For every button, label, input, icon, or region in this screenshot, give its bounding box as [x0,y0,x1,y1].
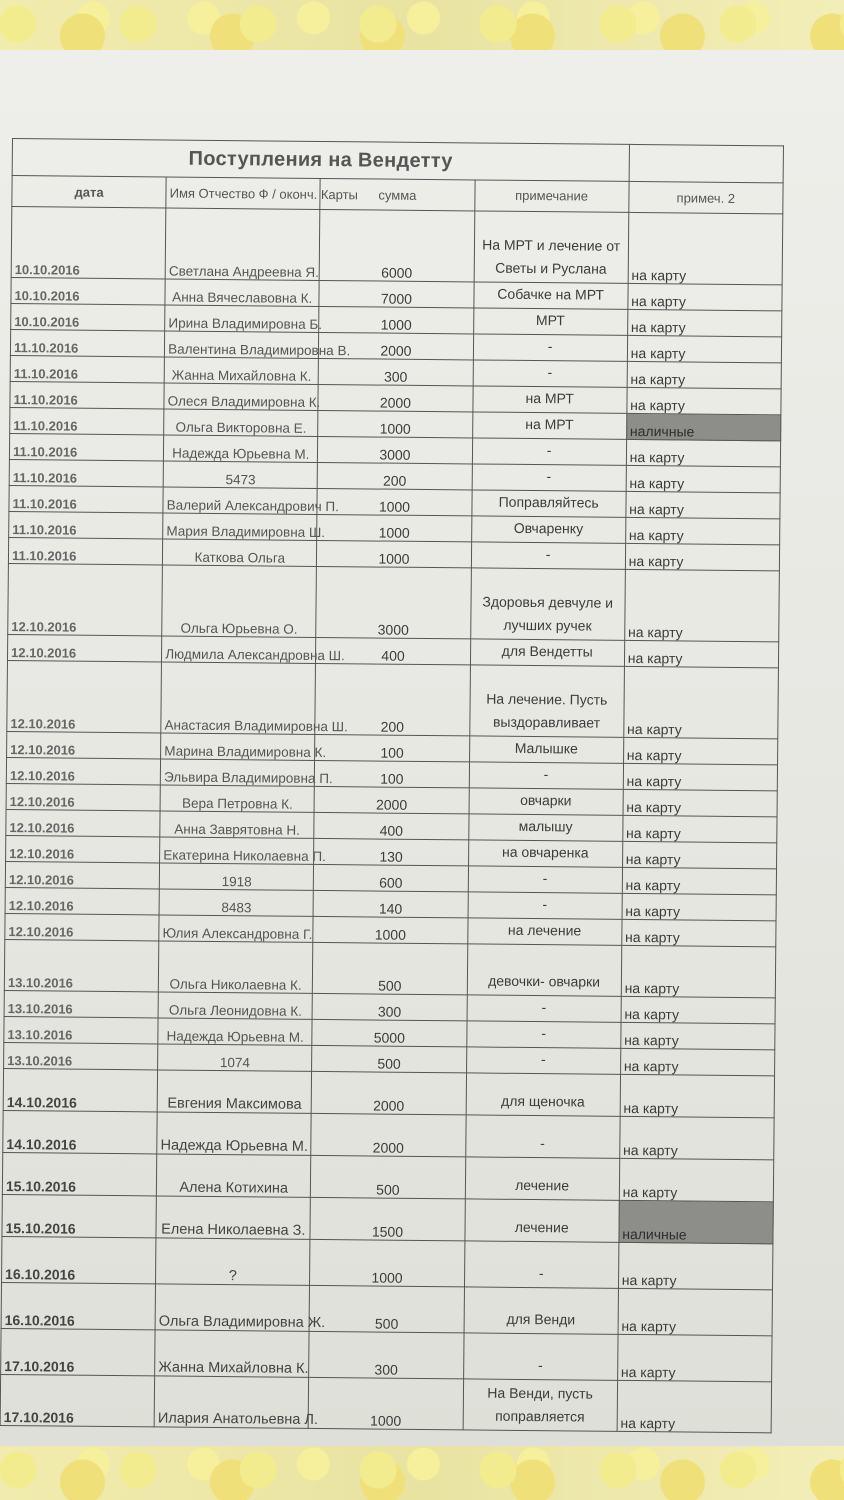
row-note: лечение [465,1157,620,1200]
row-note2: на карту [620,1048,774,1075]
row-note2: на карту [628,283,782,310]
header-name: Имя Отчество Ф / оконч. Карты [166,177,320,209]
row-sum: 1500 [310,1197,465,1240]
row-name: Ирина Владимировна Б. [165,305,319,332]
row-date: 12.10.2016 [6,757,160,784]
row-name: Ольга Викторовна Е. [164,409,318,436]
row-note2: на карту [621,996,775,1023]
row-sum: 130 [314,838,468,865]
row-note: На лечение. Пусть выздоравливает [469,665,624,737]
row-date: 17.10.2016 [1,1328,156,1375]
table-title: Поступления на Вендетту [12,139,629,182]
row-note2: на карту [624,569,779,641]
donations-table [0,138,784,1433]
row-date: 12.10.2016 [6,835,160,862]
row-date: 10.10.2016 [11,207,166,279]
row-date: 11.10.2016 [9,433,163,460]
row-sum: 3000 [316,566,471,638]
row-sum: 2000 [318,384,472,411]
row-sum: 2000 [314,786,468,813]
row-note: девочки- овчарки [467,944,622,996]
row-note2: на карту [617,1334,772,1381]
row-sum: 2000 [311,1113,466,1156]
row-name: ? [156,1238,311,1285]
row-name: 5473 [163,461,317,488]
row-sum: 5000 [312,1019,466,1046]
row-note: На Венди, пусть поправляется [463,1379,618,1431]
donations-sheet [1,138,784,1432]
row-name: Евгения Максимова [157,1070,312,1113]
row-name: Ольга Владимировна Ж. [155,1284,310,1331]
row-sum: 600 [314,864,468,891]
row-note2: на карту [625,517,779,544]
row-name: Олеся Владимировна К. [164,383,318,410]
table-row [8,563,780,641]
row-note: - [472,438,626,465]
row-note: - [467,995,621,1022]
row-name: Надежда Юрьевна М. [164,435,318,462]
row-date: 11.10.2016 [10,329,164,356]
table-row [11,207,783,285]
row-note2: на карту [626,439,780,466]
row-note: на МРТ [472,386,626,413]
table-row [4,939,775,997]
row-name: Ольга Николаевна К. [158,941,313,993]
row-note: для щеночка [466,1073,621,1116]
row-note: - [466,1021,620,1048]
row-name: Жанна Михайловна К. [155,1330,310,1377]
row-note2: на карту [624,666,779,738]
row-sum: 500 [313,942,468,994]
row-name: Мария Владимировна Ш. [163,513,317,540]
row-sum: 1000 [313,916,467,943]
row-sum: 1000 [317,488,471,515]
header-note2: примеч. 2 [629,181,784,213]
row-sum: 140 [313,890,467,917]
row-note2: на карту [626,491,780,518]
row-date: 12.10.2016 [6,783,160,810]
row-date: 12.10.2016 [5,861,159,888]
row-name: Илария Анатольевна Л. [154,1376,309,1428]
row-name: 8483 [159,889,313,916]
table-row [3,1068,774,1117]
row-date: 11.10.2016 [10,407,164,434]
row-date: 12.10.2016 [6,809,160,836]
row-note2: на карту [624,640,778,667]
row-sum: 1000 [317,540,471,567]
row-note: на овчаренка [468,840,622,867]
row-note: - [473,334,627,361]
row-date: 17.10.2016 [0,1374,155,1426]
row-note2: на карту [627,335,781,362]
row-date: 13.10.2016 [4,939,159,991]
row-name: Надежда Юрьевна М. [157,1112,312,1155]
row-name: Екатерина Николаевна П. [160,837,314,864]
row-date: 10.10.2016 [11,303,165,330]
row-note: - [466,1047,620,1074]
row-note: На МРТ и лечение от Светы и Руслана [474,211,629,283]
table-row [1,1282,772,1335]
row-note2: на карту [623,789,777,816]
header-note: примечание [474,180,628,212]
row-name: 1918 [159,863,313,890]
row-name: Ольга Юрьевна О. [162,565,317,637]
row-date: 11.10.2016 [10,355,164,382]
row-name: Валерий Александрович П. [163,487,317,514]
row-name: Анна Заврятовна Н. [160,811,314,838]
row-name: Анна Вячеславовна К. [165,279,319,306]
row-note: - [468,892,622,919]
row-note: - [472,464,626,491]
table-row [0,1374,771,1432]
row-date: 13.10.2016 [4,1042,158,1069]
row-note2: на карту [617,1380,772,1432]
row-date: 12.10.2016 [8,563,163,635]
row-sum: 400 [314,812,468,839]
row-date: 12.10.2016 [7,634,161,661]
row-note2: на карту [623,737,777,764]
table-row [1,1328,772,1381]
row-sum: 1000 [310,1239,465,1286]
row-note: Малышке [469,736,623,763]
row-note: - [463,1333,618,1380]
row-note: Собачке на МРТ [473,282,627,309]
row-note: - [469,762,623,789]
row-name: Светлана Андреевна Я. [165,208,320,280]
row-name: Надежда Юрьевна М. [158,1018,312,1045]
row-note2: на карту [628,212,783,284]
table-row [3,1110,774,1159]
row-sum: 1000 [317,514,471,541]
table-row [2,1152,773,1201]
row-note2: на карту [621,1022,775,1049]
row-name: Валентина Владимировна В. [165,331,319,358]
row-sum: 500 [312,1045,466,1072]
row-name: Анастасия Владимировна Ш. [161,662,316,734]
row-name: 1074 [158,1044,312,1071]
row-note: на лечение [467,918,621,945]
row-date: 16.10.2016 [1,1282,156,1329]
row-note2: на карту [627,387,781,414]
row-name: Эльвира Владимировна П. [160,759,314,786]
row-sum: 3000 [318,436,472,463]
row-note2: на карту [620,1074,775,1117]
row-sum: 100 [315,760,469,787]
row-name: Каткова Ольга [163,539,317,566]
row-sum: 7000 [319,280,473,307]
row-note: для Венди [464,1287,619,1334]
row-date: 15.10.2016 [2,1194,157,1237]
row-sum: 2000 [319,332,473,359]
row-name: Елена Николаевна З. [156,1196,311,1239]
row-note: - [473,360,627,387]
row-sum: 300 [319,358,473,385]
row-date: 10.10.2016 [11,277,165,304]
row-note: на МРТ [472,412,626,439]
row-date: 16.10.2016 [2,1236,157,1283]
row-note2: на карту [619,1116,774,1159]
table-row [7,660,779,738]
row-sum: 300 [309,1331,464,1378]
row-note2: на карту [618,1242,773,1289]
row-note: для Вендетты [470,639,624,666]
row-note: МРТ [473,308,627,335]
title-empty-cell [629,144,784,182]
row-date: 12.10.2016 [5,913,159,940]
row-note2: на карту [627,361,781,388]
row-sum: 1000 [318,410,472,437]
row-date: 14.10.2016 [3,1110,158,1153]
row-note2: на карту [621,945,776,997]
header-sum: сумма [320,178,474,210]
row-note2: на карту [622,893,776,920]
row-date: 11.10.2016 [8,537,162,564]
row-date: 14.10.2016 [3,1068,158,1111]
row-date: 12.10.2016 [7,731,161,758]
row-name: Вера Петровна К. [160,785,314,812]
row-sum: 200 [315,663,470,735]
row-note: овчарки [469,788,623,815]
row-name: Юлия Александровна Г. [159,915,313,942]
row-date: 12.10.2016 [7,660,162,732]
tablecloth-bottom [0,1446,844,1500]
row-note2: на карту [627,309,781,336]
row-sum: 400 [316,637,470,664]
row-note2: на карту [622,867,776,894]
row-sum: 2000 [312,1071,467,1114]
row-sum: 500 [311,1155,466,1198]
header-date: дата [12,176,166,208]
row-date: 13.10.2016 [4,990,158,1017]
row-name: Ольга Леонидовна К. [158,992,312,1019]
row-note2: на карту [626,465,780,492]
row-date: 15.10.2016 [2,1152,157,1195]
table-row [2,1194,773,1243]
row-note: - [471,542,625,569]
row-note2: на карту [623,815,777,842]
row-note2-cash: наличные [619,1200,774,1243]
row-date: 11.10.2016 [9,485,163,512]
row-date: 11.10.2016 [9,511,163,538]
row-name: Марина Владимировна К. [161,733,315,760]
row-note2: на карту [619,1158,774,1201]
row-note: лечение [464,1199,619,1242]
row-sum: 500 [309,1285,464,1332]
row-note2: на карту [622,919,776,946]
row-date: 13.10.2016 [4,1016,158,1043]
row-note2: на карту [623,763,777,790]
row-sum: 6000 [320,209,475,281]
row-note2-cash: наличные [626,413,780,440]
row-name: Людмила Александровна Ш. [162,636,316,663]
row-sum: 300 [312,993,466,1020]
row-sum: 100 [315,734,469,761]
row-name: Алена Котихина [157,1154,312,1197]
row-sum: 1000 [309,1377,464,1429]
row-sum: 200 [318,462,472,489]
row-note2: на карту [622,841,776,868]
row-note: Поправляйтесь [471,490,625,517]
row-name: Жанна Михайловна К. [164,357,318,384]
row-note: - [465,1115,620,1158]
row-note: Овчаренку [471,516,625,543]
row-note: малышу [468,814,622,841]
row-note2: на карту [618,1288,773,1335]
row-sum: 1000 [319,306,473,333]
row-note2: на карту [625,543,779,570]
table-row [2,1236,773,1289]
row-date: 11.10.2016 [10,381,164,408]
row-note: - [464,1241,619,1288]
row-note: Здоровья девчуле и лучших ручек [470,568,625,640]
row-date: 12.10.2016 [5,887,159,914]
row-date: 11.10.2016 [9,459,163,486]
row-note: - [468,866,622,893]
